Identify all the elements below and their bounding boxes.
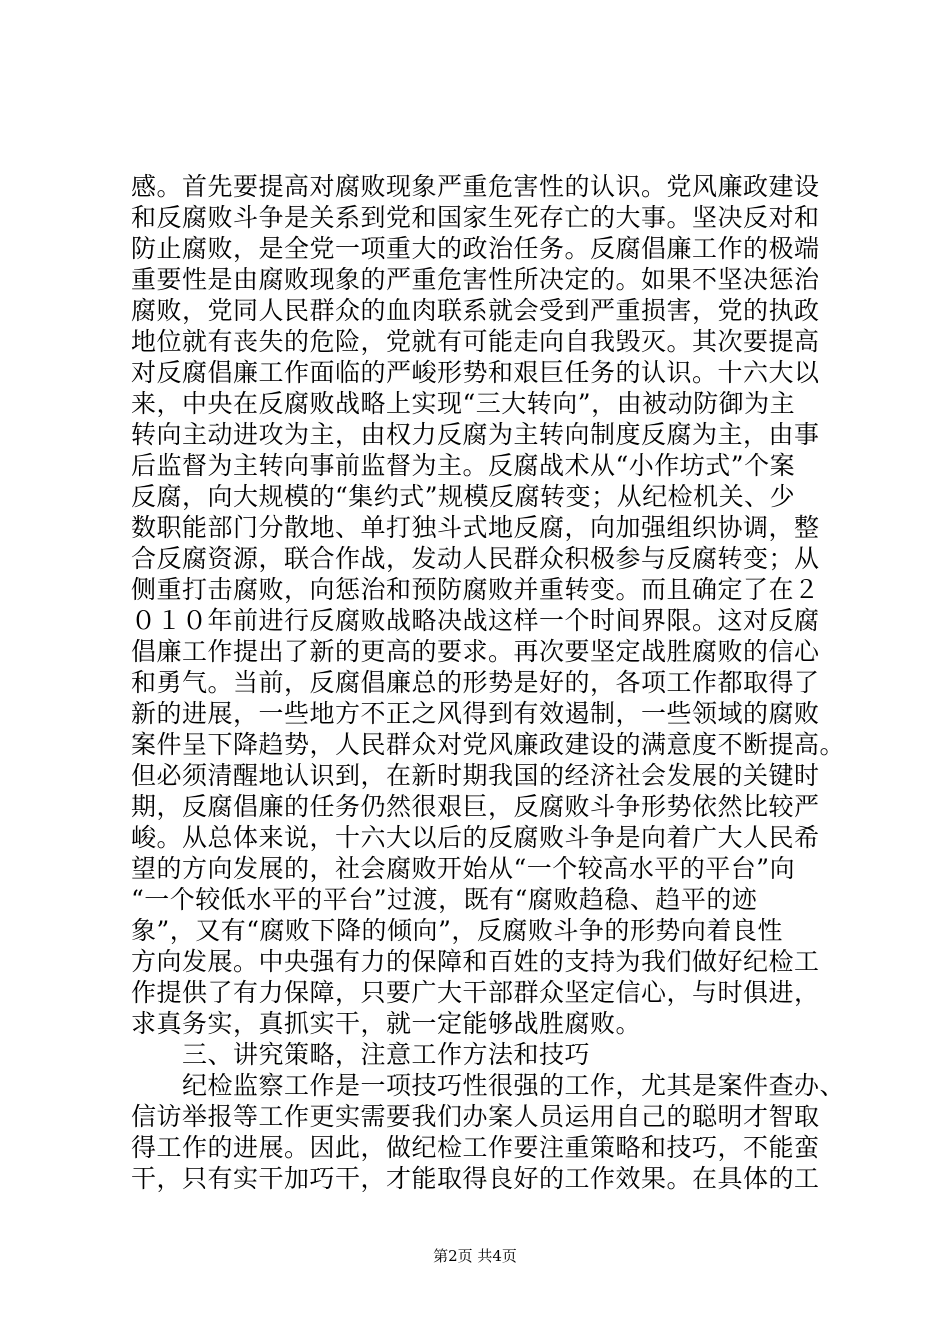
text-line: 但必须清醒地认识到，在新时期我国的经济社会发展的关键时 [131, 761, 820, 790]
text-line: 数职能部门分散地、单打独斗式地反腐，向加强组织协调，整 [131, 513, 820, 542]
text-line: 合反腐资源，联合作战，发动人民群众积极参与反腐转变；从 [131, 544, 820, 573]
text-line: 干，只有实干加巧干，才能取得良好的工作效果。在具体的工 [131, 1164, 820, 1193]
text-line: 转向主动进攻为主，由权力反腐为主转向制度反腐为主，由事 [131, 420, 820, 449]
section-heading: 三、讲究策略，注意工作方法和技巧 [131, 1040, 591, 1069]
text-line: 新的进展，一些地方不正之风得到有效遏制，一些领域的腐败 [131, 699, 820, 728]
text-line: 防止腐败，是全党一项重大的政治任务。反腐倡廉工作的极端 [131, 234, 820, 263]
text-line: 感。首先要提高对腐败现象严重危害性的认识。党风廉政建设 [131, 172, 820, 201]
text-line: 地位就有丧失的危险，党就有可能走向自我毁灭。其次要提高 [131, 327, 820, 356]
body-text [131, 171, 851, 1194]
text-line: 和勇气。当前，反腐倡廉总的形势是好的，各项工作都取得了 [131, 668, 820, 697]
text-line: 案件呈下降趋势，人民群众对党风廉政建设的满意度不断提高。 [131, 730, 846, 759]
text-line: 来，中央在反腐败战略上实现“三大转向”，由被动防御为主 [131, 389, 796, 418]
text-line: 望的方向发展的，社会腐败开始从“一个较高水平的平台”向 [131, 854, 796, 883]
text-line: 信访举报等工作更实需要我们办案人员运用自己的聪明才智取 [131, 1102, 820, 1131]
text-line: 纪检监察工作是一项技巧性很强的工作，尤其是案件查办、 [131, 1071, 846, 1100]
text-line: 后监督为主转向事前监督为主。反腐战术从“小作坊式”个案 [131, 451, 796, 480]
text-line: 作提供了有力保障，只要广大干部群众坚定信心，与时俱进， [131, 978, 820, 1007]
text-line: 对反腐倡廉工作面临的严峻形势和艰巨任务的认识。十六大以 [131, 358, 820, 387]
text-line: 腐败，党同人民群众的血肉联系就会受到严重损害，党的执政 [131, 296, 820, 325]
text-line: 反腐，向大规模的“集约式”规模反腐转变；从纪检机关、少 [131, 482, 796, 511]
text-line: 倡廉工作提出了新的更高的要求。再次要坚定战胜腐败的信心 [131, 637, 820, 666]
page-footer: 第2页 共4页 [433, 1247, 517, 1265]
text-line: 峻。从总体来说，十六大以后的反腐败斗争是向着广大人民希 [131, 823, 820, 852]
text-line: 得工作的进展。因此，做纪检工作要注重策略和技巧，不能蛮 [131, 1133, 820, 1162]
text-line: 方向发展。中央强有力的保障和百姓的支持为我们做好纪检工 [131, 947, 820, 976]
text-line: 侧重打击腐败，向惩治和预防腐败并重转变。而且确定了在２ [131, 575, 820, 604]
text-line: “一个较低水平的平台”过渡，既有“腐败趋稳、趋平的迹 [131, 885, 758, 914]
text-line: 求真务实，真抓实干，就一定能够战胜腐败。 [131, 1009, 642, 1038]
text-line: 重要性是由腐败现象的严重危害性所决定的。如果不坚决惩治 [131, 265, 820, 294]
text-line: 期，反腐倡廉的任务仍然很艰巨，反腐败斗争形势依然比较严 [131, 792, 820, 821]
text-line: 象”，又有“腐败下降的倾向”，反腐败斗争的形势向着良性 [131, 916, 783, 945]
text-line: ０１０年前进行反腐败战略决战这样一个时间界限。这对反腐 [131, 606, 820, 635]
text-line: 和反腐败斗争是关系到党和国家生死存亡的大事。坚决反对和 [131, 203, 820, 232]
